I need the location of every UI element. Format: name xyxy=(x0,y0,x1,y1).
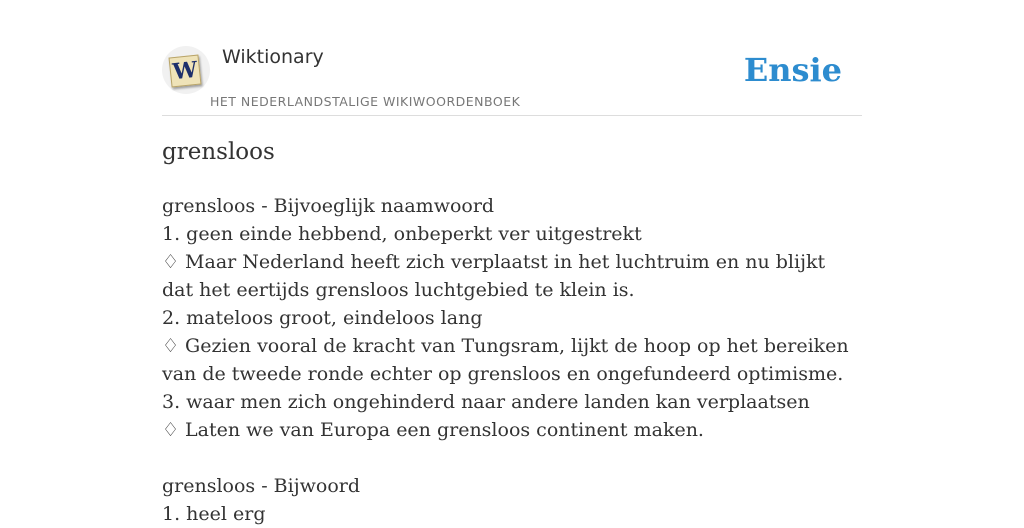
entry-spacer xyxy=(162,444,852,472)
sense-example: ♢ Laten we van Europa een grensloos continent maken. xyxy=(162,416,852,444)
entry-heading-adjective: grensloos - Bijvoeglijk naamwoord xyxy=(162,195,495,217)
entry-heading-adverb: grensloos - Bijwoord xyxy=(162,475,360,497)
site-header xyxy=(162,40,862,116)
sense-definition: 2. mateloos groot, eindeloos lang xyxy=(162,307,483,329)
entry-content xyxy=(162,192,852,528)
ensie-brand-logo[interactable]: Ensie xyxy=(743,51,842,89)
logo-letter: W xyxy=(171,56,199,86)
site-subtitle: HET NEDERLANDSTALIGE WIKIWOORDENBOEK xyxy=(210,94,521,109)
wiktionary-logo-icon[interactable] xyxy=(162,46,210,94)
logo-tile xyxy=(169,55,202,88)
sense-definition: 3. waar men zich ongehinderd naar andere landen kan verplaatsen xyxy=(162,391,810,413)
sense-definition: 1. heel erg xyxy=(162,503,266,525)
site-title[interactable]: Wiktionary xyxy=(222,46,324,68)
sense-definition: 1. geen einde hebbend, onbeperkt ver uitgestrekt xyxy=(162,223,642,245)
sense-example: ♢ Maar Nederland heeft zich verplaatst in het luchtruim en nu blijkt dat het eertijds grensloos luchtgebied te klein is. xyxy=(162,248,852,304)
sense-example: ♢ Gezien vooral de kracht van Tungsram, lijkt de hoop op het bereiken van de tweede ronde echter op grensloos en ongefundeerd optimisme. xyxy=(162,332,852,388)
page-title: grensloos xyxy=(162,139,275,165)
